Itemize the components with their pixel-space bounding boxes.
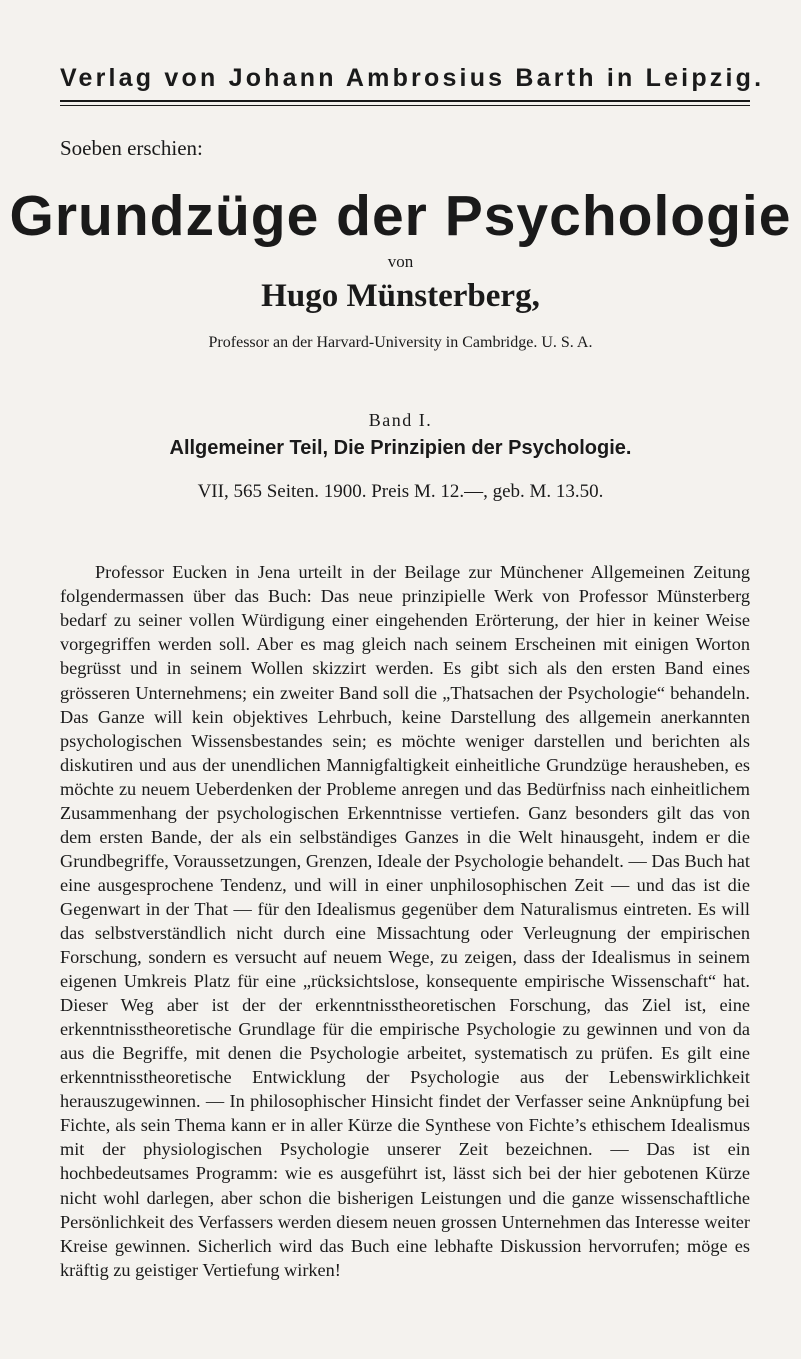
announcement: Soeben erschien: — [60, 136, 203, 160]
header-rule-thick — [60, 100, 750, 102]
author-name: Hugo Münsterberg, — [261, 278, 540, 314]
book-title: Grundzüge der Psychologie — [9, 184, 792, 248]
by-line: von — [387, 252, 414, 271]
author-affiliation: Professor an der Harvard-University in Cambridge. U. S. A. — [208, 334, 593, 351]
header-rule-thin — [60, 105, 750, 106]
publication-details: VII, 565 Seiten. 1900. Preis M. 12.—, geb. M. 13.50. — [197, 481, 604, 502]
volume-subtitle: Allgemeiner Teil, Die Prinzipien der Psychologie. — [169, 437, 632, 459]
review-paragraph: Professor Eucken in Jena urteilt in der Beilage zur Münchener Allgemeinen Zeitung folgendermassen über das Buch: Das neue prinzipielle Werk von Professor Münsterberg bedarf zu seiner vollen Würdigung einer eingehenden Erörterung, der hier in keiner Weise vorgegriffen werden soll. Aber es mag gleich nach seinem Erscheinen mit einigen Worton begrüsst und in seinem Wollen skizzirt werden. Es gibt sich als den ersten Band eines grösseren Unternehmens; ein zweiter Band soll die „Thatsachen der Psychologie“ behandeln. Das Ganze will kein objektives Lehrbuch, keine Darstellung des allgemein anerkannten psychologischen Wissensbestandes sein; es möchte weniger darstellen und berichten als diskutiren und aus der unendlichen Mannigfaltigkeit einheitliche Grundzüge herausheben, es möchte zu neuem Ueberdenken der Probleme anregen und das Bedürfniss nach einheitlichem Zusammenhang der psychologischen Erkenntnisse vertiefen. Ganz besonders gilt das von dem ersten Bande, der als ein selbständiges Ganzes in die Welt hinausgeht, indem er die Grundbegriffe, Voraussetzungen, Grenzen, Ideale der Psychologie behandelt. — Das Buch hat eine ausgesprochene Tendenz, und will in einer unphilosophischen Zeit — und das ist die Gegenwart in der That — für den Idealismus gegenüber dem Naturalismus eintreten. Es will das selbstverständlich nicht durch eine Missachtung oder Verleugnung der empirischen Forschung, sondern es versucht auf neuem Wege, zu zeigen, dass der Idealismus in seinem eigenen Umkreis Platz für eine „rücksichtslose, konsequente empirische Wissenschaft“ hat. Dieser Weg aber ist der der erkenntnisstheoretischen Forschung, das Ziel ist, eine erkenntnisstheoretische Grundlage für die empirische Psychologie zu gewinnen und von da aus die Begriffe, mit denen die Psychologie arbeitet, systematisch zu prüfen. Es gilt eine erkenntnisstheoretische Entwicklung der Psychologie aus der Lebenswirklichkeit herauszugewinnen. — In philosophischer Hinsicht findet der Verfasser seine Anknüpfung bei Fichte, als sein Thema kann er in aller Kürze die Synthese von Fichte’s ethischem Idealismus mit der physiologischen Psychologie unserer Zeit bezeichnen. — Das ist ein hochbedeutsames Programm: wie es ausgeführt ist, lässt sich bei der hier gebotenen Kürze nicht wohl darlegen, aber schon die bisherigen Leistungen und die ganze wissenschaftliche Persönlichkeit des Verfassers werden diesem neuen grossen Unternehmen das Interesse weiter Kreise gewinnen. Sicherlich wird das Buch eine lebhafte Diskussion hervorrufen; möge es kräftig zu geistiger Vertiefung wirken! — [60, 562, 750, 1280]
publisher-header: Verlag von Johann Ambrosius Barth in Leipzig. — [60, 64, 765, 92]
volume-label: Band I. — [368, 410, 433, 430]
